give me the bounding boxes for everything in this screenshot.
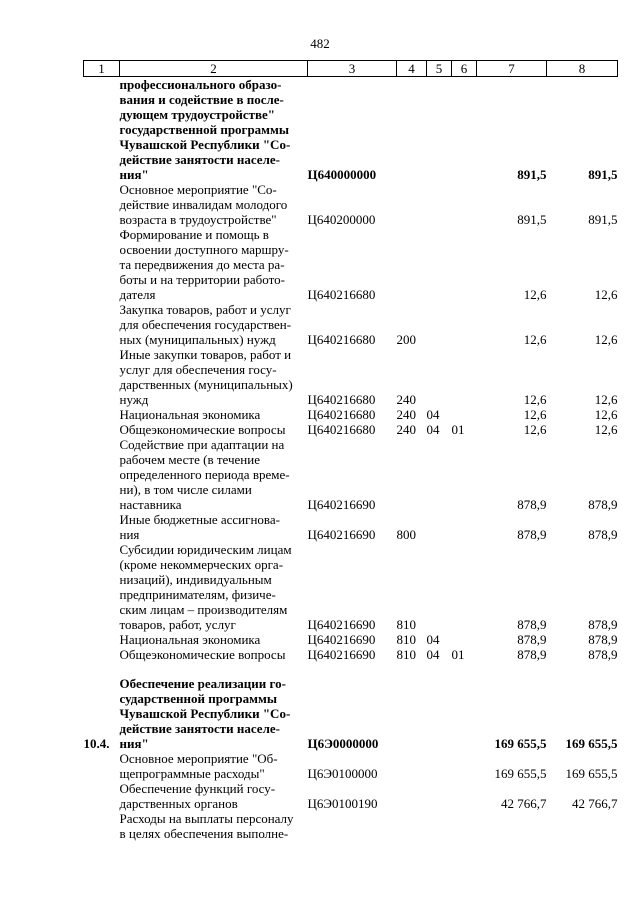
row-number bbox=[84, 302, 120, 347]
target-article-code: Ц6Э0100190 bbox=[307, 796, 378, 811]
subsection-code bbox=[452, 512, 477, 542]
amount-col-7: 12,6 bbox=[523, 422, 547, 437]
expense-group: 200 bbox=[396, 332, 416, 347]
row-name: Обеспечение реализации го- сударственной программы Чувашской Республики "Со- действие занятости населе- ния" bbox=[119, 676, 291, 751]
row-name: Национальная экономика bbox=[119, 407, 261, 422]
subsection-code: 01 bbox=[451, 422, 465, 437]
row-number bbox=[84, 811, 120, 841]
amount-col-8: 42 766,7 bbox=[572, 796, 618, 811]
row-name: Субсидии юридическим лицам (кроме некоммерческих орга- низаций), индивидуальным предпринимателям, физиче- ским лицам – производителям товаров, работ, услуг bbox=[119, 542, 292, 632]
section-code bbox=[427, 227, 452, 302]
subsection-code bbox=[452, 77, 477, 183]
subsection-code bbox=[452, 811, 477, 841]
table-row bbox=[84, 811, 618, 841]
table-row bbox=[84, 347, 618, 407]
amount-col-7: 891,5 bbox=[517, 167, 547, 182]
table-row bbox=[84, 676, 618, 751]
row-number: 10.4. bbox=[83, 736, 110, 751]
amount-col-8: 878,9 bbox=[588, 632, 618, 647]
target-article-code: Ц640216690 bbox=[307, 632, 376, 647]
target-article-code: Ц640216680 bbox=[307, 422, 376, 437]
expense-group: 240 bbox=[396, 422, 416, 437]
header-col-7: 7 bbox=[477, 61, 547, 77]
expense-group: 810 bbox=[396, 647, 416, 662]
target-article-code: Ц640216680 bbox=[307, 287, 376, 302]
section-code: 04 bbox=[426, 422, 440, 437]
row-number bbox=[84, 647, 120, 662]
amount-col-8: 878,9 bbox=[588, 647, 618, 662]
row-number bbox=[84, 781, 120, 811]
row-name: Расходы на выплаты персоналу в целях обеспечения выполне- bbox=[119, 811, 294, 841]
amount-col-8: 878,9 bbox=[588, 497, 618, 512]
header-col-1: 1 bbox=[84, 61, 120, 77]
table-row bbox=[84, 751, 618, 781]
amount-col-8: 878,9 bbox=[588, 527, 618, 542]
row-number bbox=[84, 512, 120, 542]
table-row bbox=[84, 542, 618, 632]
subsection-code bbox=[452, 676, 477, 751]
section-code bbox=[427, 676, 452, 751]
table-row bbox=[84, 437, 618, 512]
amount-col-7: 878,9 bbox=[517, 647, 547, 662]
amount-col-8: 12,6 bbox=[594, 392, 618, 407]
section-code bbox=[427, 542, 452, 632]
amount-col-8: 12,6 bbox=[594, 422, 618, 437]
page-number: 482 bbox=[310, 36, 330, 51]
row-name: Основное мероприятие "Об- щепрограммные расходы" bbox=[119, 751, 278, 781]
table-row bbox=[84, 302, 618, 347]
row-number bbox=[84, 751, 120, 781]
expense-group bbox=[397, 182, 427, 227]
amount-col-7: 42 766,7 bbox=[501, 796, 547, 811]
target-article-code: Ц640216690 bbox=[307, 527, 376, 542]
amount-col-8: 169 655,5 bbox=[565, 766, 618, 781]
table-row bbox=[84, 182, 618, 227]
amount-col-7 bbox=[477, 811, 547, 841]
subsection-code: 01 bbox=[451, 647, 465, 662]
target-article-code: Ц640216690 bbox=[307, 497, 376, 512]
target-article-code: Ц640216690 bbox=[307, 617, 376, 632]
expense-group: 810 bbox=[396, 617, 416, 632]
table-row bbox=[84, 647, 618, 662]
section-code bbox=[427, 182, 452, 227]
expense-group bbox=[397, 77, 427, 183]
amount-col-7: 12,6 bbox=[523, 407, 547, 422]
expense-group bbox=[397, 676, 427, 751]
amount-col-7: 878,9 bbox=[517, 632, 547, 647]
header-row bbox=[84, 61, 618, 77]
expense-group: 240 bbox=[396, 392, 416, 407]
table-row bbox=[84, 77, 618, 183]
subsection-code bbox=[452, 182, 477, 227]
amount-col-7: 12,6 bbox=[523, 332, 547, 347]
target-article-code: Ц640216680 bbox=[307, 407, 376, 422]
section-code bbox=[427, 347, 452, 407]
amount-col-7: 878,9 bbox=[517, 527, 547, 542]
subsection-code bbox=[452, 632, 477, 647]
row-name: Содействие при адаптации на рабочем месте (в течение определенного периода време- ни), в том числе силами наставника bbox=[119, 437, 290, 512]
amount-col-8: 12,6 bbox=[594, 407, 618, 422]
table-row bbox=[84, 632, 618, 647]
row-number bbox=[84, 77, 120, 183]
subsection-code bbox=[452, 347, 477, 407]
subsection-code bbox=[452, 542, 477, 632]
table-body bbox=[84, 77, 618, 842]
expense-group bbox=[397, 437, 427, 512]
row-name: Обеспечение функций госу- дарственных органов bbox=[119, 781, 276, 811]
expense-group bbox=[397, 811, 427, 841]
amount-col-8 bbox=[547, 811, 618, 841]
row-name: Закупка товаров, работ и услуг для обеспечения государствен- ных (муниципальных) нужд bbox=[119, 302, 292, 347]
section-code bbox=[427, 751, 452, 781]
row-number bbox=[84, 182, 120, 227]
table-row bbox=[84, 781, 618, 811]
row-number bbox=[84, 542, 120, 632]
amount-col-7: 878,9 bbox=[517, 617, 547, 632]
target-article-code: Ц640000000 bbox=[307, 167, 377, 182]
row-name: Формирование и помощь в освоении доступного маршру- та передвижения до места ра- боты и на территории работо- дателя bbox=[119, 227, 289, 302]
subsection-code bbox=[452, 227, 477, 302]
amount-col-7: 878,9 bbox=[517, 497, 547, 512]
header-col-6: 6 bbox=[452, 61, 477, 77]
section-code bbox=[427, 302, 452, 347]
row-number bbox=[84, 347, 120, 407]
amount-col-7: 12,6 bbox=[523, 392, 547, 407]
section-code: 04 bbox=[426, 632, 440, 647]
row-name: Основное мероприятие "Со- действие инвалидам молодого возраста в трудоустройстве" bbox=[119, 182, 288, 227]
section-code bbox=[427, 781, 452, 811]
amount-col-8: 891,5 bbox=[588, 212, 618, 227]
amount-col-8: 878,9 bbox=[588, 617, 618, 632]
amount-col-8: 12,6 bbox=[594, 332, 618, 347]
row-name: Иные бюджетные ассигнова- ния bbox=[119, 512, 280, 542]
row-name: Иные закупки товаров, работ и услуг для обеспечения госу- дарственных (муниципальных) нужд bbox=[119, 347, 293, 407]
table-row bbox=[84, 512, 618, 542]
subsection-code bbox=[452, 781, 477, 811]
budget-table bbox=[83, 60, 618, 841]
target-article-code: Ц640200000 bbox=[307, 212, 376, 227]
expense-group: 800 bbox=[396, 527, 416, 542]
row-name: Национальная экономика bbox=[119, 632, 261, 647]
target-article-code: Ц6Э0100000 bbox=[307, 766, 378, 781]
table-row bbox=[84, 227, 618, 302]
row-number bbox=[84, 437, 120, 512]
section-code bbox=[427, 437, 452, 512]
row-name: профессионального образо- вания и содействие в после- дующем трудоустройстве" государственной программы Чувашской Республики "Со- действие занятости населе- ния" bbox=[119, 77, 291, 182]
section-code bbox=[427, 512, 452, 542]
header-col-3: 3 bbox=[308, 61, 397, 77]
amount-col-7: 891,5 bbox=[517, 212, 547, 227]
header-col-2: 2 bbox=[120, 61, 308, 77]
section-code: 04 bbox=[426, 407, 440, 422]
spacer-row bbox=[84, 662, 618, 676]
row-number bbox=[84, 227, 120, 302]
target-article-code: Ц640216690 bbox=[307, 647, 376, 662]
expense-group: 240 bbox=[396, 407, 416, 422]
table-row bbox=[84, 422, 618, 437]
row-name: Общеэкономические вопросы bbox=[119, 422, 286, 437]
subsection-code bbox=[452, 407, 477, 422]
header-col-4: 4 bbox=[397, 61, 427, 77]
section-code: 04 bbox=[426, 647, 440, 662]
header-col-5: 5 bbox=[427, 61, 452, 77]
expense-group bbox=[397, 781, 427, 811]
target-article-code: Ц640216680 bbox=[307, 392, 376, 407]
row-name: Общеэкономические вопросы bbox=[119, 647, 286, 662]
subsection-code bbox=[452, 751, 477, 781]
target-article-code: Ц640216680 bbox=[307, 332, 376, 347]
expense-group: 810 bbox=[396, 632, 416, 647]
amount-col-8: 169 655,5 bbox=[565, 736, 618, 751]
section-code bbox=[427, 811, 452, 841]
amount-col-7: 12,6 bbox=[523, 287, 547, 302]
subsection-code bbox=[452, 437, 477, 512]
section-code bbox=[427, 77, 452, 183]
target-article-code: Ц6Э0000000 bbox=[307, 736, 379, 751]
row-number bbox=[84, 407, 120, 422]
amount-col-7: 169 655,5 bbox=[494, 736, 547, 751]
expense-group bbox=[397, 227, 427, 302]
amount-col-8: 12,6 bbox=[594, 287, 618, 302]
header-col-8: 8 bbox=[547, 61, 618, 77]
table-row bbox=[84, 407, 618, 422]
row-number bbox=[84, 422, 120, 437]
amount-col-7: 169 655,5 bbox=[494, 766, 547, 781]
target-article-code bbox=[308, 811, 397, 841]
amount-col-8: 891,5 bbox=[588, 167, 618, 182]
subsection-code bbox=[452, 302, 477, 347]
row-number bbox=[84, 632, 120, 647]
expense-group bbox=[397, 751, 427, 781]
